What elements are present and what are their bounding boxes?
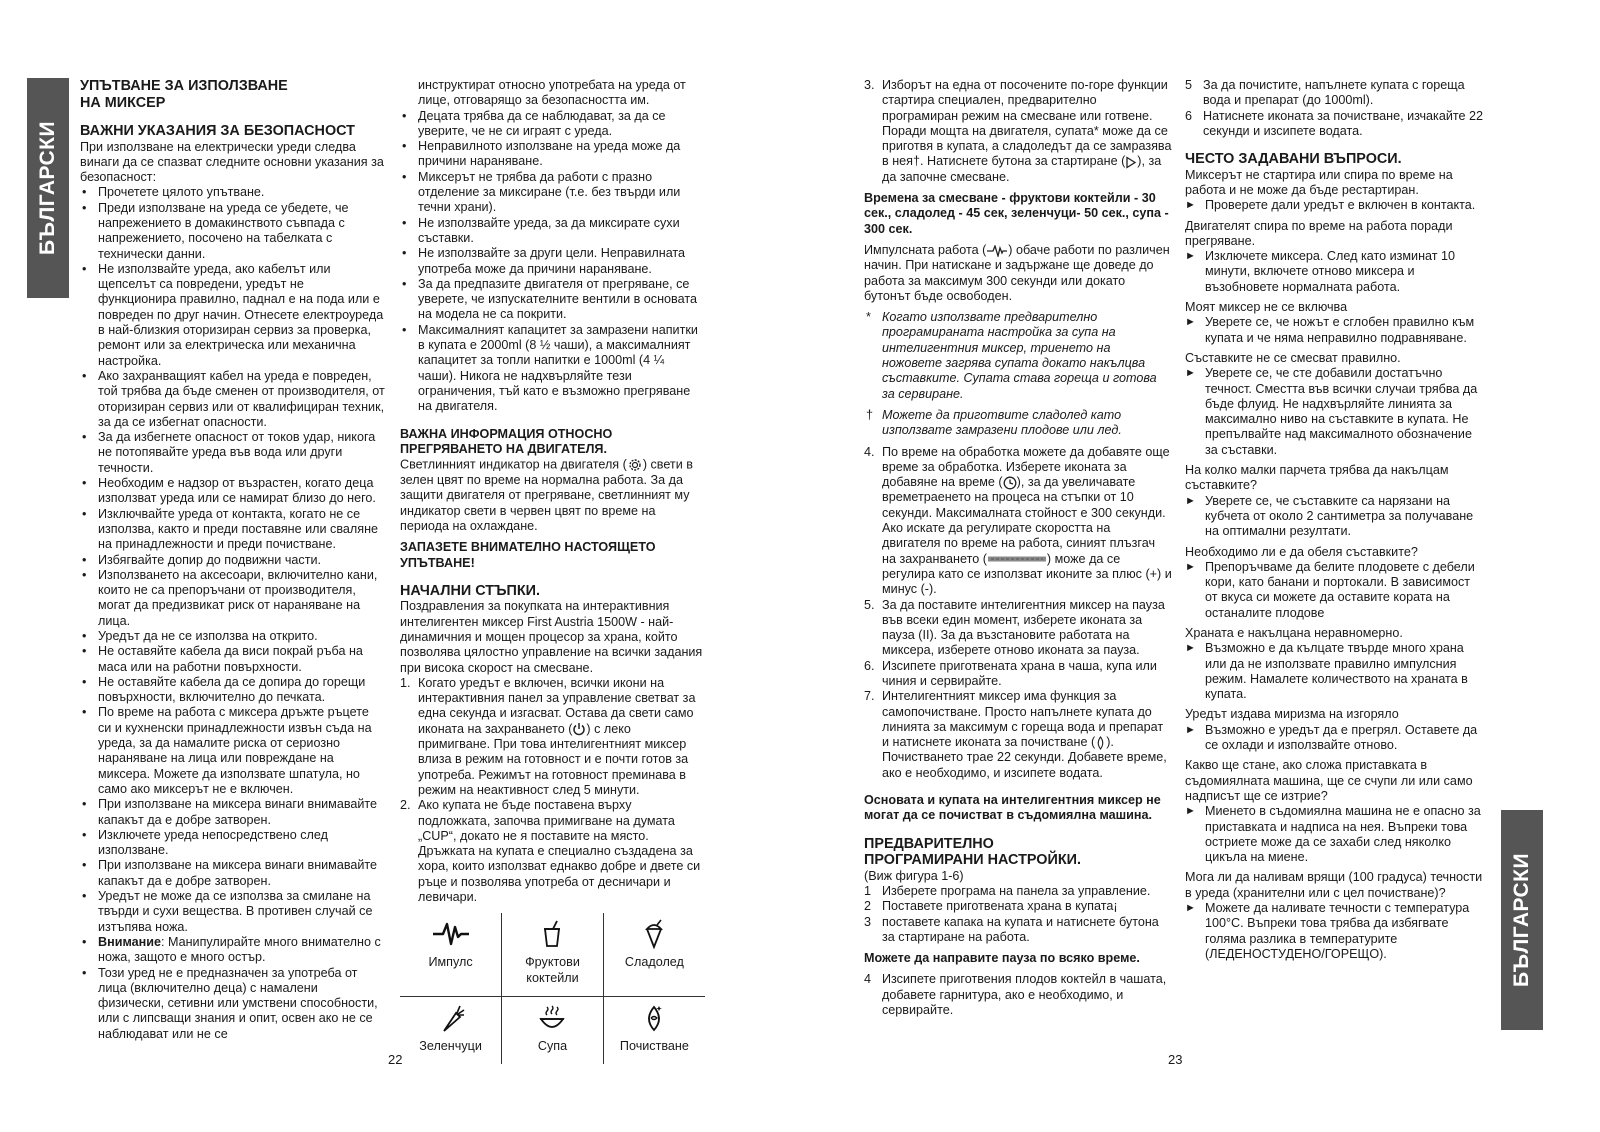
page-number-left: 22: [388, 1052, 403, 1067]
steps-4-7: [864, 445, 1172, 782]
overheat-text-a: Светлинният индикатор на двигателя (: [400, 457, 627, 472]
overheat-text: [400, 457, 705, 534]
language-tab-label: БЪЛГАРСКИ: [1510, 852, 1533, 988]
start-steps: [400, 676, 705, 905]
getting-started-text: Поздравления за покупката на интерактивния интелигентен миксер First Austria 1500W - най-динамичния и мощен процесор за храна, който позволява цялостно управление на всички задания при висока скорост на смесване.: [400, 599, 703, 675]
program-cell-smoothie: [502, 913, 604, 996]
faq-answer-list: [1185, 560, 1483, 621]
overheat-heading: ВАЖНА ИНФОРМАЦИЯ ОТНОСНО ПРЕГРЯВАНЕТО НА ДВИГАТЕЛЯ.: [400, 426, 613, 456]
pulse-text: [864, 243, 1172, 304]
faq-answer-list: [1185, 198, 1483, 213]
step-number: 5: [1185, 78, 1193, 92]
program-cell-cleaning: [603, 996, 705, 1064]
faq-answer-list: [1185, 249, 1483, 295]
faq-answer-list: [1185, 641, 1483, 702]
step3-text-a: Изборът на една от посочените по-горе функции стартира специален, предварително програмиран режим на смесване или готвене. Поради мощта на двигателя, супата* може да се приготвя в купата, а сладоледът да се замразява в нея†. Натиснете бутона за стартиране (: [882, 78, 1172, 169]
preset-step-4: [864, 972, 1172, 1018]
step1-text-a: Когато уредът е включен, всички икони на интерактивния панел за управление светват за една секунда и изгасват. Остава да свети само иконата на захранването (: [418, 675, 696, 736]
getting-started-heading: НАЧАЛНИ СТЪПКИ.: [400, 582, 541, 599]
soup-icon: [537, 1003, 567, 1033]
faq-answer: ► Възможно е уредът да е прегрял. Оставете да се охлади и използвайте отново.: [1185, 723, 1483, 754]
note-text: Можете да приготвите сладолед като използвате замразени плодове или лед.: [882, 407, 1122, 438]
program-cell-pulse: [400, 913, 502, 996]
overheat-text-b: ) свети в зелен цвят по време на нормална работа. За да защити двигателя от прегряване, светлинният му индикатор свети в червен цвят по време на периода на охлаждане.: [400, 457, 693, 534]
safety-item: • Децата трябва да се наблюдават, за да се уверите, че не си играят с уреда.: [400, 109, 705, 140]
step-text: Поставете приготвената храна в купата¡: [882, 899, 1118, 914]
faq-list: [1185, 168, 1483, 963]
clean-step: [1185, 109, 1483, 140]
power-icon: [572, 722, 586, 736]
safety-item: • Този уред не е предназначен за употреба от лица (включително деца) с намалени физически, сетивни или умствени способности, или с липсващи знания и опит, освен ако не се наблюдават или не се: [80, 966, 385, 1042]
faq-answer: ► Миенето в съдомиялна машина не е опасно за приставката и надписа на нея. Въпреки това остриете може да се захаби след няколко цикъла на миене.: [1185, 804, 1483, 865]
faq-answer: ► Уверете се, че сте добавили достатъчно течност. Сместта във всички случаи трябва да бъде флуид. Не надхвърляйте линията за максимално ниво на съставките в купата. Не препълвайте над максималното обозначение за съставки.: [1185, 366, 1483, 458]
right-column-1: [864, 78, 1172, 1018]
program-icons-table: [400, 913, 705, 1064]
safety-item: • Необходим е надзор от възрастен, когато деца използват уреда или се намират близо до него.: [80, 476, 385, 507]
faq-answer: ► Уверете се, че ножът е сглобен правилно към купата и че няма неправилно подравняване.: [1185, 315, 1483, 346]
faq-question: Двигателят спира по време на работа поради прегряване.: [1185, 218, 1453, 248]
safety-item: • Не оставяйте кабела да се допира до горещи повърхности, включително до печката.: [80, 675, 385, 706]
pause-note: Можете да направите пауза по всяко време.: [864, 951, 1140, 966]
clean-steps: [1185, 78, 1483, 139]
safety-item: • Използването на аксесоари, включително кани, които не са препоръчани от производителя, могат да предизвикат риск от нараняване на лица.: [80, 568, 385, 629]
clean-step: [1185, 78, 1483, 109]
language-side-tab: [27, 78, 69, 298]
manual-title-line2: НА МИКСЕР: [80, 94, 166, 111]
pulse-text-a: Импулсната работа (: [864, 242, 987, 257]
step6-text: Изсипете приготвената храна в чаша, купа или чиния и сервирайте.: [882, 658, 1157, 688]
step-4: 4. По време на обработка можете да добавяте още време за обработка. Изберете иконата за добавяне на време ( ), за да увеличавате времетраенето на процеса на стъпки от 10 секунди. Максималната стойност е 300 секунди. Ако искате да регулирате скоростта на двигателя по време на работа, синият плъзгач на захранването ( ) може да се регулира като се използват иконите за плюс (+) и минус (-).: [864, 444, 1172, 597]
language-side-tab-right: [1501, 810, 1543, 1030]
step-text: Натиснете иконата за почистване, изчакайте 22 секунди и изсипете водата.: [1203, 108, 1484, 138]
step-5: 5. За да поставите интелигентния миксер на пауза във всеки един момент, изберете иконата за пауза (II). За да възстановите работата на миксера, изберете отново иконата за пауза.: [864, 597, 1165, 658]
smoothie-icon: [537, 919, 567, 949]
play-icon: [1125, 156, 1137, 169]
step7-text-b: ). Почистването трае 22 секунди. Добавете време, ако е необходимо, и изсипете водата.: [882, 735, 1167, 780]
steps-cont: [864, 78, 1172, 185]
program-cell-ice-cream: [603, 913, 705, 996]
program-label: Импулс: [428, 955, 473, 970]
safety-item: • Не използвайте уреда, за да миксирате сухи съставки.: [400, 216, 705, 247]
safety-item: • Ако захранващият кабел на уреда е повреден, той трябва да бъде сменен от производителя, от оторизиран сервиз или от квалифициран техник, за да се избегнат опасности.: [80, 369, 385, 430]
faq-answer-list: [1185, 804, 1483, 865]
step-number: 6: [1185, 108, 1193, 123]
faq-answer-list: [1185, 494, 1483, 540]
faq-heading: ЧЕСТО ЗАДАВАНИ ВЪПРОСИ.: [1185, 151, 1402, 168]
preset-step: [864, 899, 1172, 914]
step3-text-b: ), за да започне смесване.: [882, 154, 1162, 184]
note-text: Когато използвате предварително програмираната настройка за супа на интелигентния миксер, триенето на ножовете загрява супата докато накълцва съставките. Супата става гореща и готова за сервиране.: [882, 310, 1157, 401]
step-3: 3. Изборът на една от посочените по-горе функции стартира специален, предварително програмиран режим на смесване или готвене. Поради мощта на двигателя, супата* може да се приготвя в купата, а сладоледът да се замразява в нея†. Натиснете бутона за стартиране ( ), за да започне смесване.: [864, 78, 1172, 184]
safety-item: • Уредът не може да се използва за смилане на твърди и сухи вещества. В противен случай се изтъпява ножа.: [80, 889, 385, 935]
safety-item: • Избягвайте допир до подвижни части.: [80, 553, 385, 568]
safety-item: • При използване на миксера винаги внимавайте капакът да е добре затворен.: [80, 797, 385, 828]
faq-answer-list: [1185, 901, 1483, 962]
step1-text-b: ) с леко примигване. При това интелигентният миксер влиза в режим на готовност и е почти готов за употреба. Режимът на готовност преминава в режим на неактивност след 5 минути.: [418, 721, 689, 797]
start-step-2: 2. Ако купата не бъде поставена върху подложката, започва примигване на думата „CUP“, докато не я поставите на място. Дръжката на купата е специално създадена за хора, които използват еднакво добре и двете си ръце и позволява употреба от десничари и левичари.: [400, 798, 701, 905]
safety-item: • Не използвайте за други цели. Неправилната употреба може да причини нараняване.: [400, 246, 705, 277]
program-label: Сладолед: [624, 955, 684, 970]
left-column-2: [400, 78, 705, 1064]
faq-answer: ► Можете да наливате течности с температура 100°C. Въпреки това трябва да избягвате голяма разлика в температурите (ЛЕДЕНОСТУДЕНО/ГОРЕЩО).: [1185, 901, 1483, 962]
left-column-1: [80, 78, 385, 1042]
note-mark: †: [866, 407, 874, 422]
step-number: 1: [864, 883, 872, 898]
step2-text: Ако купата не бъде поставена върху подложката, започва примигване на думата „CUP“, докато не я поставите на място. Дръжката на купата е специално създадена за хора, които използват еднакво добре и двете си ръце и позволява употреба от десничари и левичари.: [418, 798, 701, 905]
step-text: Изсипете приготвения плодов коктейл в чашата, добавете гарнитура, ако е необходимо, и сервирайте.: [882, 972, 1167, 1018]
safety-item: • Преди използване на уреда се убедете, че напрежението в домакинството съвпада с напрежението, посочено на табелката с технически данни.: [80, 201, 385, 262]
safety-item: • Не използвайте уреда, ако кабелът или щепселът са повредени, уредът не функционира правилно, паднал е на пода или е повреден по друг начин. Отнесете електроуреда в най-близкия оторизиран сервиз за проверка, ремонт или за електрическа или механична настройка.: [80, 262, 385, 369]
safety-item: • Прочетете цялото упътване.: [80, 185, 385, 200]
step4-text-a: По време на обработка можете да добавяте още време за обработка. Изберете иконата за добавяне на време (: [882, 444, 1170, 490]
program-label: Почистване: [619, 1038, 689, 1053]
faq-answer-list: [1185, 723, 1483, 754]
vegetables-icon: [436, 1003, 466, 1033]
preset-steps: [864, 884, 1172, 945]
ice-cream-icon: [639, 919, 669, 949]
preset-step: [864, 915, 1172, 946]
program-cell-soup: [502, 996, 604, 1064]
step4-text-b: ), за да увеличавате времетраенето на процеса на стъпки от 10 секунди. Максималната стойност е 300 секунди.: [882, 475, 1166, 520]
dishwasher-warning: Основата и купата на интелигентния миксер не могат да се почистват в съдомиялна машина.: [864, 793, 1161, 823]
pulse-small-icon: [986, 245, 1008, 257]
motor-gear-icon: [627, 457, 643, 473]
attention-label: Внимание: [98, 934, 161, 949]
safety-item: • Не оставяйте кабела да виси покрай ръба на маса или на работни повърхности.: [80, 644, 385, 675]
faq-question: Мога ли да наливам врящи (100 градуса) течности в уреда (хранителни или с цел почистване)?: [1185, 870, 1483, 900]
preset-step: [864, 884, 1172, 899]
step-text: Изберете програма на панела за управление.: [882, 883, 1151, 898]
pulse-icon: [431, 919, 471, 949]
attention-text: : Манипулирайте много внимателно с ножа, защото е много остър.: [98, 934, 381, 965]
step-text: За да почистите, напълнете купата с гореща вода и препарат (до 1000ml).: [1203, 78, 1465, 108]
presets-heading-line2: ПРОГРАМИРАНИ НАСТРОЙКИ.: [864, 852, 1081, 869]
manual-title-line1: УПЪТВАНЕ ЗА ИЗПОЛЗВАНЕ: [80, 78, 288, 94]
presets-heading-line1: ПРЕДВАРИТЕЛНО: [864, 835, 994, 852]
pulse-text-b: ) обаче работи по различен начин. При натискане и задържане ще доведе до работа за максимум 300 секунди или докато бутонът бъде освободен.: [864, 242, 1170, 303]
language-tab-label: БЪЛГАРСКИ: [36, 120, 59, 256]
right-column-2: [1185, 78, 1483, 962]
faq-question: Уредът издава миризма на изгоряло: [1185, 707, 1399, 722]
continued-text: инструктират относно употребата на уреда от лице, отговарящо за безопасността им.: [418, 78, 686, 108]
clean-small-icon: [1095, 736, 1106, 750]
step-number: 2: [864, 899, 872, 914]
step7-text-a: Интелигентният миксер има функция за самопочистване. Просто напълнете купата до линията за максимум с гореща вода и препарат и натиснете иконата за почистване (: [882, 689, 1164, 750]
timer-icon: [1003, 476, 1017, 490]
safety-list: [80, 185, 385, 1042]
safety-item: • За да избегнете опасност от токов удар, никога не потопявайте уреда във вода или други течности.: [80, 430, 385, 476]
faq-question: Необходимо ли е да обеля съставките?: [1185, 544, 1418, 559]
safety-heading: ВАЖНИ УКАЗАНИЯ ЗА БЕЗОПАСНОСТ: [80, 123, 355, 139]
cleaning-icon: [639, 1003, 669, 1033]
step5-text: За да поставите интелигентния миксер на пауза във всеки един момент, изберете иконата за пауза (II). За да възстановите работата на миксера, изберете отново иконата за пауза.: [882, 597, 1165, 658]
faq-answer: ► Проверете дали уредът е включен в контакта.: [1185, 198, 1483, 213]
page-number-right: 23: [1168, 1052, 1183, 1067]
step4-text-c-b: ) може да се регулира като се използват иконите за плюс (+) и минус (-).: [882, 551, 1172, 597]
step-7: 7. Интелигентният миксер има функция за самопочистване. Просто напълнете купата до линията за максимум с гореща вода и препарат и натиснете иконата за почистване ( ). Почистването трае 22 секунди. Добавете време, ако е необходимо, и изсипете водата.: [864, 689, 1167, 780]
presets-figure-ref: (Виж фигура 1-6): [864, 868, 964, 883]
faq-question: Съставките не се смесват правилно.: [1185, 350, 1401, 365]
safety-item: • По време на работа с миксера дръжте ръцете си и кухненски принадлежности извън съда на уреда, за да намалите риска от сериозно нараняване на лица или повреждане на миксера. Можете да използвате шпатула, но само ако миксерът не е включен.: [80, 705, 385, 797]
program-label: Зеленчуци: [419, 1038, 482, 1053]
faq-answer: ► Уверете се, че съставките са нарязани на кубчета от около 2 сантиметра за получаване на оптимални резултати.: [1185, 494, 1483, 540]
step-number: 4: [864, 972, 872, 987]
step-6: 6. Изсипете приготвената храна в чаша, купа или чиния и сервирайте.: [864, 658, 1157, 688]
safety-list-cont: [400, 109, 705, 415]
safety-item: • За да предпазите двигателя от прегряване, се уверете, че изпускателните вентили в основата на модела не са покрити.: [400, 277, 705, 323]
faq-question: На колко малки парчета трябва да накълцам съставките?: [1185, 463, 1449, 493]
step-text: поставете капака на купата и натиснете бутона за стартиране на работа.: [882, 914, 1159, 944]
faq-answer: ► Изключете миксера. След като изминат 10 минути, включете отново миксера и възобновете нормалната работа.: [1185, 249, 1483, 295]
faq-question: Храната е накълцана неравномерно.: [1185, 626, 1403, 640]
safety-item: • При използване на миксера винаги внимавайте капакът да е добре затворен.: [80, 858, 385, 889]
safety-item: • Миксерът не трябва да работи с празно отделение за миксиране (т.е. без твърди или течни храни).: [400, 170, 705, 216]
faq-question: Миксерът не стартира или спира по време на работа и не може да бъде рестартиран.: [1185, 167, 1453, 197]
faq-question: Моят миксер не се включва: [1185, 300, 1348, 315]
preset-step: [864, 972, 1172, 1018]
safety-item: • Неправилното използване на уреда може да причини нараняване.: [400, 139, 705, 170]
faq-answer: ► Възможно е да кълцате твърде много храна или да не използвате правилно импулсния режим. Намалете количеството на храната в купата.: [1185, 641, 1483, 702]
right-page: [800, 0, 1600, 1132]
safety-item: • Изключете уреда непосредствено след използване.: [80, 828, 385, 859]
faq-question: Какво ще стане, ако сложа приставката в съдомиялната машина, ще се счупи ли или само надписът ще се изтрие?: [1185, 758, 1473, 803]
blend-times: Времена за смесване - фруктови коктейли - 30 сек., сладолед - 45 сек, зеленчуци- 50 сек., супа - 300 сек.: [864, 191, 1169, 236]
step4-text-c-a: Ако искате да регулирате скоростта на двигателя по време на работа, синият плъзгач на захранването (: [882, 521, 1156, 566]
start-step-1: 1. Когато уредът е включен, всички икони на интерактивния панел за управление светват за една секунда и изгасват. Остава да свети само иконата на захранването ( ) с леко примигване. При това интелигентният миксер влиза в режим на готовност и е почти готов за употреба. Режимът на готовност преминава в режим на неактивност след 5 минути.: [400, 675, 696, 797]
safety-item: • Уредът да не се използва на открито.: [80, 629, 385, 644]
program-label: Фруктови коктейли: [525, 955, 580, 985]
ice-cream-note: [864, 408, 1172, 439]
safety-item-attention: [80, 935, 385, 966]
soup-note: [864, 310, 1172, 402]
step-number: 3: [864, 914, 872, 929]
program-cell-vegetables: [400, 996, 502, 1064]
faq-answer: ► Препоръчваме да белите плодовете с дебели кори, като банани и портокали. В зависимост от вкуса си можете да оставите кората на останалите плодове: [1185, 560, 1483, 621]
faq-answer-list: [1185, 366, 1483, 458]
keep-manual-heading: ЗАПАЗЕТЕ ВНИМАТЕЛНО НАСТОЯЩЕТО УПЪТВАНЕ!: [400, 540, 656, 570]
program-label: Супа: [537, 1038, 568, 1053]
safety-item: • Изключвайте уреда от контакта, когато не се използва, както и преди поставяне или сваляне на принадлежности и преди почистване.: [80, 507, 385, 553]
safety-item: • Максималният капацитет за замразени напитки в купата е 2000ml (8 ½ чаши), а максималният капацитет за топли напитки е 1000ml (4 ¼ чаши). Никога не надхвърляйте тези ограничения, тъй като е възможно прегряване на двигателя.: [400, 323, 705, 415]
note-mark: *: [866, 310, 871, 325]
safety-intro: При използване на електрически уреди следва винаги да се спазват следните основни указания за безопасност:: [80, 139, 384, 185]
power-slider-icon: [987, 555, 1047, 563]
faq-answer-list: [1185, 315, 1483, 346]
